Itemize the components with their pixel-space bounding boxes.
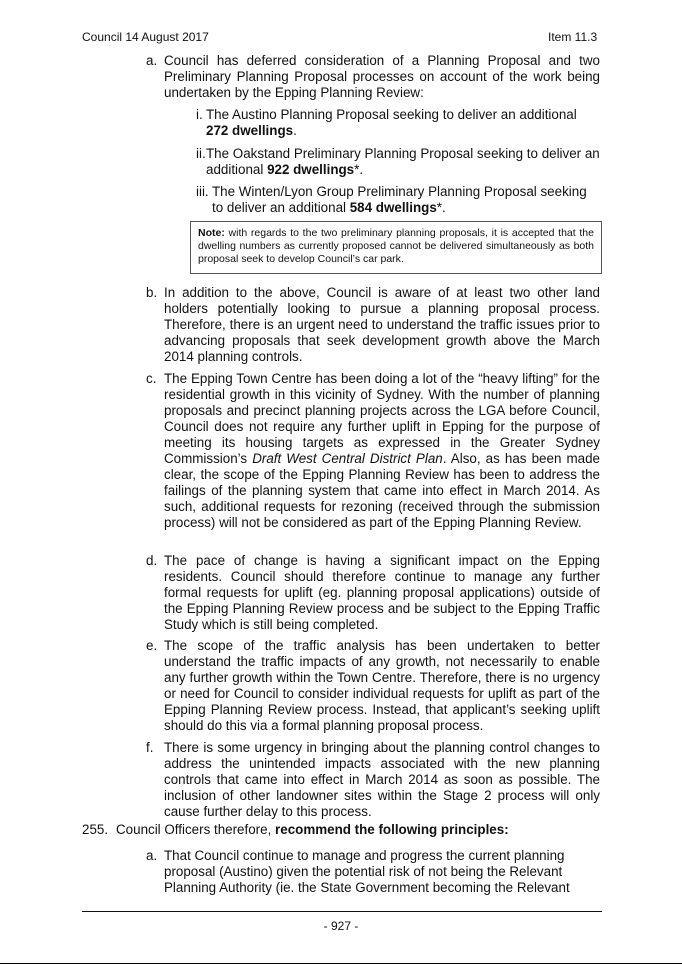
header-item-number: Item 11.3: [548, 30, 598, 44]
list-label: e.: [146, 638, 158, 653]
note-label: Note:: [198, 227, 225, 239]
footer-rule: [82, 911, 602, 912]
list-item-d: [146, 553, 600, 633]
list-label: f.: [146, 740, 154, 755]
paragraph-number: 255.: [82, 822, 109, 837]
list-text: In addition to the above, Council is aware of at least two other land holders potentially looking to pursue a planning proposal process. Therefore, there is an urgent need to understand the traffic issues prior to advancing proposals that seek development growth above the March 2014 planning controls.: [164, 285, 600, 364]
sub-item-i: [196, 107, 600, 139]
list-item-b: [146, 285, 600, 365]
list-label: a.: [146, 53, 158, 68]
list-item-a: [146, 53, 600, 101]
list-item-e: [146, 638, 600, 734]
note-box: [190, 221, 602, 274]
list-text: The pace of change is having a significant impact on the Epping residents. Council should therefore continue to manage any further formal requests for uplift (eg. planning proposal applications) outside of the Epping Planning Review process and be subject to the Epping Traffic Study which is still being completed.: [164, 553, 600, 632]
page-bottom-edge: [0, 963, 682, 964]
list-text: That Council continue to manage and progress the current planning proposal (Austino) given the potential risk of not being the Relevant Planning Authority (ie. the State Government becoming the Relevant: [164, 848, 570, 895]
paragraph-text: Council Officers therefore, recommend the following principles:: [116, 822, 509, 837]
list-text: There is some urgency in bringing about the planning control changes to address the unintended impacts associated with the new planning controls that came into effect in March 2014 as soon as possible. The inclusion of other landowner sites within the Stage 2 process will only cause further delay to this process.: [164, 740, 600, 819]
list-label: b.: [146, 285, 158, 300]
sub-text: The Winten/Lyon Group Preliminary Planning Proposal seeking to deliver an additional 584 dwellings*.: [212, 184, 587, 215]
list-label: d.: [146, 553, 158, 568]
list-text: The Epping Town Centre has been doing a lot of the “heavy lifting” for the residential growth in this vicinity of Sydney. With the number of planning proposals and precinct planning projects across the LGA before Council, Council does not require any further uplift in Epping for the purpose of meeting its housing targets as expressed in the Greater Sydney Commission’s Draft West Central District Plan. Also, as has been made clear, the scope of the Epping Planning Review has been to address the failings of the planning system that came into effect in March 2014. As such, additional requests for rezoning (received through the submission process) will not be considered as part of the Epping Planning Review.: [164, 371, 600, 530]
sub-text: The Oakstand Preliminary Planning Proposal seeking to deliver an additional 922 dwellings*.: [206, 146, 600, 177]
sub-item-ii: [196, 146, 600, 178]
sub-label: ii.: [196, 146, 206, 161]
list-label: a.: [146, 848, 158, 863]
sub-label: i.: [196, 107, 203, 122]
list-label: c.: [146, 371, 157, 386]
sub-item-iii: [196, 184, 600, 216]
note-text: with regards to the two preliminary planning proposals, it is accepted that the dwelling numbers as currently proposed cannot be delivered simultaneously as both proposal seek to develop Council’s car park.: [198, 227, 594, 265]
list-text: The scope of the traffic analysis has been undertaken to better understand the traffic impacts of any growth, not necessarily to enable any further growth within the Town Centre. Therefore, there is no urgency or need for Council to consider individual requests for uplift as part of the Epping Planning Review process. Instead, that applicant’s seeking uplift should do this via a formal planning proposal process.: [164, 638, 600, 733]
header-meeting-date: Council 14 August 2017: [82, 30, 209, 44]
list-item-c: [146, 371, 600, 531]
page-number: - 927 -: [323, 919, 359, 933]
paragraph-255: [82, 822, 602, 838]
list-item-a-principles: [146, 848, 600, 896]
sub-label: iii.: [196, 184, 209, 199]
sub-text: The Austino Planning Proposal seeking to deliver an additional 272 dwellings.: [206, 107, 577, 138]
list-item-f: [146, 740, 600, 820]
list-text: Council has deferred consideration of a Planning Proposal and two Preliminary Planning Proposal processes on account of the work being undertaken by the Epping Planning Review:: [164, 53, 600, 100]
